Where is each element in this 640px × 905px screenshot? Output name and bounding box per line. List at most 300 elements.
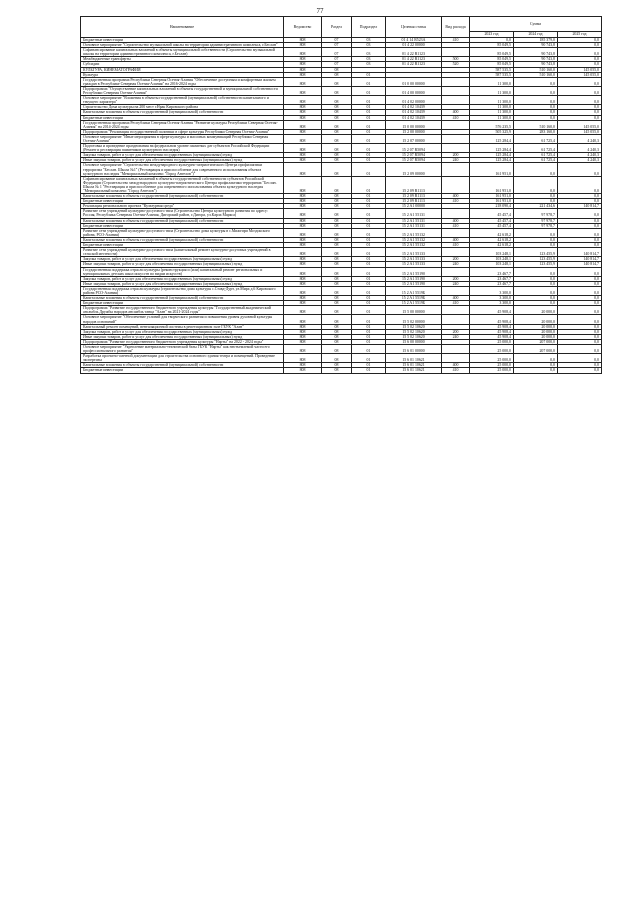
cell-razdel: 08 bbox=[322, 262, 352, 267]
cell-tselevaya-statya: 15 2 09 R1113 bbox=[386, 176, 442, 193]
cell-podrazdel: 01 bbox=[352, 176, 386, 193]
header-name: Наименование bbox=[81, 17, 284, 38]
cell-sum-2024: 0,0 bbox=[514, 301, 558, 306]
cell-sum-2024: 207 000,0 bbox=[514, 345, 558, 354]
cell-razdel: 07 bbox=[322, 38, 352, 43]
cell-razdel: 08 bbox=[322, 329, 352, 334]
cell-podrazdel: 01 bbox=[352, 248, 386, 257]
cell-razdel: 08 bbox=[322, 194, 352, 199]
cell-sum-2025: 0,0 bbox=[558, 43, 602, 48]
cell-tselevaya-statya: 15 0 00 00000 bbox=[386, 120, 442, 129]
cell-razdel: 08 bbox=[322, 228, 352, 237]
cell-sum-2024: 510 160,0 bbox=[514, 120, 558, 129]
cell-tselevaya-statya: 15 2 A1 55133 bbox=[386, 257, 442, 262]
cell-sum-2025: 145 055,0 bbox=[558, 67, 602, 72]
cell-vedomstvo: 808 bbox=[284, 301, 322, 306]
cell-vedomstvo: 808 bbox=[284, 204, 322, 209]
cell-razdel: 08 bbox=[322, 158, 352, 163]
cell-sum-2023: 11 300,0 bbox=[470, 110, 514, 115]
cell-razdel: 08 bbox=[322, 276, 352, 281]
cell-razdel: 08 bbox=[322, 315, 352, 324]
cell-podrazdel: 03 bbox=[352, 43, 386, 48]
cell-podrazdel: 01 bbox=[352, 228, 386, 237]
cell-sum-2025: 0,0 bbox=[558, 345, 602, 354]
cell-sum-2023: 42 618,2 bbox=[470, 243, 514, 248]
cell-sum-2023: 42 618,2 bbox=[470, 237, 514, 242]
cell-sum-2025: 0,0 bbox=[558, 115, 602, 120]
table-row bbox=[81, 306, 602, 315]
cell-vedomstvo: 808 bbox=[284, 110, 322, 115]
cell-tselevaya-statya: 15 6 01 00000 bbox=[386, 345, 442, 354]
cell-sum-2025: 4 240,3 bbox=[558, 158, 602, 163]
cell-sum-2024: 0,0 bbox=[514, 363, 558, 368]
cell-sum-2024: 97 978,7 bbox=[514, 218, 558, 223]
cell-name: Развитие сети учреждений культурно-досугового типа (капитальный ремонт культурно-досуговых учреждений в сельской местности) bbox=[81, 248, 284, 257]
cell-razdel: 08 bbox=[322, 296, 352, 301]
cell-vid-raskhoda bbox=[442, 120, 470, 129]
table-row bbox=[81, 228, 602, 237]
cell-tselevaya-statya: 15 5 02 00000 bbox=[386, 315, 442, 324]
cell-sum-2023: 576 235,5 bbox=[470, 120, 514, 129]
cell-razdel: 08 bbox=[322, 218, 352, 223]
cell-sum-2025: 0,0 bbox=[558, 296, 602, 301]
cell-sum-2023: 125 284,4 bbox=[470, 153, 514, 158]
cell-name: Капитальный ремонт помещений, вентиляционной системы в репетиционном зале ГБУК "Алан" bbox=[81, 324, 284, 329]
cell-vedomstvo: 808 bbox=[284, 86, 322, 95]
cell-vedomstvo: 808 bbox=[284, 67, 322, 72]
cell-podrazdel: 01 bbox=[352, 72, 386, 77]
cell-vid-raskhoda: 410 bbox=[442, 199, 470, 204]
cell-razdel: 08 bbox=[322, 72, 352, 77]
cell-podrazdel: 01 bbox=[352, 257, 386, 262]
cell-vedomstvo: 808 bbox=[284, 286, 322, 295]
cell-vid-raskhoda bbox=[442, 144, 470, 153]
cell-vedomstvo: 808 bbox=[284, 115, 322, 120]
cell-tselevaya-statya: 15 2 09 R1113 bbox=[386, 199, 442, 204]
cell-vedomstvo: 808 bbox=[284, 43, 322, 48]
cell-vedomstvo: 808 bbox=[284, 144, 322, 153]
cell-sum-2023: 11 300,0 bbox=[470, 115, 514, 120]
cell-sum-2025: 145 055,0 bbox=[558, 129, 602, 134]
cell-sum-2024: 510 160,0 bbox=[514, 67, 558, 72]
cell-vedomstvo: 808 bbox=[284, 248, 322, 257]
cell-tselevaya-statya: 15 2 A1 5519Б bbox=[386, 286, 442, 295]
cell-sum-2023: 11 300,0 bbox=[470, 105, 514, 110]
cell-vedomstvo: 808 bbox=[284, 296, 322, 301]
cell-sum-2024: 0,0 bbox=[514, 115, 558, 120]
cell-vid-raskhoda: 400 bbox=[442, 363, 470, 368]
cell-sum-2023: 125 284,4 bbox=[470, 158, 514, 163]
cell-name: Капитальные вложения в объекты государственной (муниципальной) собственности bbox=[81, 218, 284, 223]
cell-tselevaya-statya: 15 2 09 R1113 bbox=[386, 194, 442, 199]
cell-name: Закупка товаров, работ и услуг для обеспечения государственных (муниципальных) нужд bbox=[81, 329, 284, 334]
cell-name: Основное мероприятие "Укрепление материально-технической базы ГБУК "Нарты" как неотъемлемой части его профессионального развития" bbox=[81, 345, 284, 354]
cell-sum-2023: 25 000,0 bbox=[470, 339, 514, 344]
cell-vid-raskhoda: 410 bbox=[442, 115, 470, 120]
cell-vid-raskhoda bbox=[442, 267, 470, 276]
cell-podrazdel: 01 bbox=[352, 218, 386, 223]
cell-name: Развитие сети учреждений культурно-досугового типа (Строительство Центра культурного развития по адресу: Россия, Республика Северная Осетия-Алания, Дигорский район, г.Дигора, ул.Карла Маркса) bbox=[81, 209, 284, 218]
cell-vedomstvo: 808 bbox=[284, 176, 322, 193]
cell-name: Бюджетные инвестиции bbox=[81, 243, 284, 248]
cell-tselevaya-statya: 15 2 A1 55132 bbox=[386, 237, 442, 242]
cell-vedomstvo: 808 bbox=[284, 38, 322, 43]
table-row bbox=[81, 77, 602, 86]
cell-name: Закупка товаров, работ и услуг для обеспечения государственных (муниципальных) нужд bbox=[81, 257, 284, 262]
cell-sum-2025: 145 055,0 bbox=[558, 72, 602, 77]
cell-name: Софинансирование капитальных вложений в объекты государственной собственности субъектов Российской Федерации (Строительство международного культурно-патриотического Центра профилактики терроризма "Беслан. Школа № 1 "Реставрация и приспособление для современного использования объекта культурного наследия "Мемориальный комплекс "Город Ангелов") bbox=[81, 176, 284, 193]
cell-sum-2025: 0,0 bbox=[558, 306, 602, 315]
table-row bbox=[81, 86, 602, 95]
cell-name: Субсидии bbox=[81, 62, 284, 67]
cell-vedomstvo: 808 bbox=[284, 329, 322, 334]
cell-name: Бюджетные инвестиции bbox=[81, 38, 284, 43]
cell-sum-2024: 0,0 bbox=[514, 368, 558, 373]
cell-vedomstvo: 808 bbox=[284, 72, 322, 77]
cell-name: Капитальные вложения в объекты государственной (муниципальной) собственности bbox=[81, 237, 284, 242]
cell-vid-raskhoda bbox=[442, 176, 470, 193]
table-row bbox=[81, 286, 602, 295]
cell-podrazdel: 01 bbox=[352, 339, 386, 344]
cell-vid-raskhoda bbox=[442, 306, 470, 315]
cell-vedomstvo: 808 bbox=[284, 57, 322, 62]
cell-podrazdel: 01 bbox=[352, 158, 386, 163]
cell-vedomstvo: 808 bbox=[284, 243, 322, 248]
cell-razdel: 08 bbox=[322, 204, 352, 209]
cell-sum-2024: 207 000,0 bbox=[514, 339, 558, 344]
cell-vid-raskhoda: 410 bbox=[442, 368, 470, 373]
cell-sum-2023: 45 908,4 bbox=[470, 315, 514, 324]
cell-name: Основное мероприятие "Строительство музыкальной школы на территории административного комплекса, г.Беслан" bbox=[81, 43, 284, 48]
cell-vedomstvo: 808 bbox=[284, 339, 322, 344]
cell-sum-2024: 0,0 bbox=[514, 163, 558, 176]
cell-podrazdel: 01 bbox=[352, 243, 386, 248]
cell-podrazdel: 01 bbox=[352, 286, 386, 295]
cell-vedomstvo: 808 bbox=[284, 276, 322, 281]
cell-name: Подпрограмма "Развитие государственного бюджетного учреждения культуры "Государственный академический ансамбль Дружбы народов ансамбль танца "Алан" на 2021-2024 годы" bbox=[81, 306, 284, 315]
cell-name: Государственная поддержка отрасли культуры (реконструкция и (или) капитальный ремонт региональных и муниципальных детских школ искусств по видам искусств) bbox=[81, 267, 284, 276]
cell-sum-2023: 85 049,5 bbox=[470, 48, 514, 57]
cell-podrazdel: 01 bbox=[352, 204, 386, 209]
cell-vid-raskhoda: 410 bbox=[442, 223, 470, 228]
cell-vid-raskhoda: 200 bbox=[442, 276, 470, 281]
cell-podrazdel: 01 bbox=[352, 120, 386, 129]
cell-name: Разработка проектно-сметной документации для строительства основного здания театра и помещений. Проведение экспертизы bbox=[81, 354, 284, 363]
cell-tselevaya-statya: 15 6 01 10621 bbox=[386, 354, 442, 363]
cell-sum-2023: 11 300,0 bbox=[470, 86, 514, 95]
cell-tselevaya-statya: 15 2 07 00000 bbox=[386, 134, 442, 143]
cell-vid-raskhoda bbox=[442, 96, 470, 105]
cell-vedomstvo: 808 bbox=[284, 129, 322, 134]
header-year-2024: 2024 год bbox=[514, 32, 558, 38]
cell-podrazdel: 01 bbox=[352, 281, 386, 286]
cell-sum-2023: 125 284,4 bbox=[470, 144, 514, 153]
budget-table bbox=[80, 16, 602, 374]
cell-sum-2023: 45 457,4 bbox=[470, 223, 514, 228]
cell-podrazdel: 01 bbox=[352, 324, 386, 329]
cell-podrazdel: 01 bbox=[352, 134, 386, 143]
cell-tselevaya-statya: 01 4 14 R523А bbox=[386, 38, 442, 43]
cell-tselevaya-statya: 15 2 07 R5094 bbox=[386, 158, 442, 163]
cell-name: Бюджетные инвестиции bbox=[81, 301, 284, 306]
cell-sum-2023: 3 300,0 bbox=[470, 296, 514, 301]
cell-podrazdel: 01 bbox=[352, 276, 386, 281]
cell-vedomstvo: 808 bbox=[284, 223, 322, 228]
cell-podrazdel: 01 bbox=[352, 194, 386, 199]
cell-razdel: 08 bbox=[322, 163, 352, 176]
cell-sum-2025: 0,0 bbox=[558, 105, 602, 110]
cell-razdel: 08 bbox=[322, 368, 352, 373]
cell-razdel: 08 bbox=[322, 176, 352, 193]
cell-sum-2025: 0,0 bbox=[558, 218, 602, 223]
cell-sum-2023: 45 457,4 bbox=[470, 218, 514, 223]
cell-sum-2023: 103 248,1 bbox=[470, 248, 514, 257]
cell-name: Иные закупки товаров, работ и услуг для обеспечения государственных (муниципальных) нужд bbox=[81, 334, 284, 339]
cell-sum-2023: 25 000,0 bbox=[470, 354, 514, 363]
cell-sum-2023: 161 951,0 bbox=[470, 194, 514, 199]
cell-name: Строительство Дома культуры на 200 мест г.Нрак Кировского района bbox=[81, 105, 284, 110]
cell-razdel: 08 bbox=[322, 223, 352, 228]
cell-sum-2025: 0,0 bbox=[558, 286, 602, 295]
cell-vid-raskhoda: 410 bbox=[442, 243, 470, 248]
cell-podrazdel: 01 bbox=[352, 110, 386, 115]
cell-vedomstvo: 808 bbox=[284, 281, 322, 286]
cell-podrazdel: 01 bbox=[352, 354, 386, 363]
cell-sum-2024: 0,0 bbox=[514, 199, 558, 204]
cell-sum-2024: 0,0 bbox=[514, 354, 558, 363]
table-row bbox=[81, 163, 602, 176]
cell-sum-2025: 0,0 bbox=[558, 86, 602, 95]
cell-sum-2024: 0,0 bbox=[514, 243, 558, 248]
cell-razdel: 08 bbox=[322, 248, 352, 257]
cell-sum-2025: 0,0 bbox=[558, 334, 602, 339]
cell-sum-2024: 0,0 bbox=[514, 228, 558, 237]
cell-vid-raskhoda: 200 bbox=[442, 329, 470, 334]
cell-vedomstvo: 808 bbox=[284, 354, 322, 363]
cell-vid-raskhoda: 240 bbox=[442, 334, 470, 339]
cell-sum-2023: 3 300,0 bbox=[470, 286, 514, 295]
cell-name: Бюджетные инвестиции bbox=[81, 199, 284, 204]
cell-sum-2024: 20 000,0 bbox=[514, 306, 558, 315]
cell-sum-2023: 23 467,7 bbox=[470, 281, 514, 286]
header-summa: Сумма bbox=[470, 17, 602, 32]
cell-tselevaya-statya: 01 4 22 R1123 bbox=[386, 48, 442, 57]
cell-sum-2023: 85 049,5 bbox=[470, 43, 514, 48]
cell-podrazdel: 03 bbox=[352, 38, 386, 43]
cell-tselevaya-statya: 01 4 22 R1123 bbox=[386, 57, 442, 62]
cell-tselevaya-statya: 01 4 02 00000 bbox=[386, 96, 442, 105]
cell-sum-2024: 185 379,0 bbox=[514, 38, 558, 43]
cell-sum-2024: 61 725,4 bbox=[514, 153, 558, 158]
cell-vid-raskhoda bbox=[442, 354, 470, 363]
cell-sum-2024: 90 743,8 bbox=[514, 48, 558, 57]
cell-vedomstvo: 808 bbox=[284, 105, 322, 110]
cell-vedomstvo: 808 bbox=[284, 120, 322, 129]
cell-name: Капитальные вложения в объекты государственной (муниципальной) собственности bbox=[81, 110, 284, 115]
cell-name: Закупка товаров, работ и услуг для обеспечения государственных (муниципальных) нужд bbox=[81, 153, 284, 158]
cell-razdel: 08 bbox=[322, 209, 352, 218]
cell-vedomstvo: 808 bbox=[284, 194, 322, 199]
cell-sum-2024: 61 725,4 bbox=[514, 134, 558, 143]
cell-razdel: 08 bbox=[322, 115, 352, 120]
cell-sum-2024: 510 160,0 bbox=[514, 72, 558, 77]
cell-vid-raskhoda: 500 bbox=[442, 57, 470, 62]
cell-name: Иные закупки товаров, работ и услуг для обеспечения государственных (муниципальных) нужд bbox=[81, 262, 284, 267]
cell-vid-raskhoda: 400 bbox=[442, 237, 470, 242]
cell-sum-2025: 0,0 bbox=[558, 324, 602, 329]
cell-razdel: 08 bbox=[322, 77, 352, 86]
cell-podrazdel: 01 bbox=[352, 199, 386, 204]
cell-vid-raskhoda bbox=[442, 209, 470, 218]
cell-tselevaya-statya: 15 2 A1 55133 bbox=[386, 248, 442, 257]
cell-vedomstvo: 808 bbox=[284, 262, 322, 267]
cell-name: Иные закупки товаров, работ и услуг для обеспечения государственных (муниципальных) нужд bbox=[81, 158, 284, 163]
cell-tselevaya-statya: 15 6 01 10621 bbox=[386, 368, 442, 373]
cell-sum-2025: 0,0 bbox=[558, 368, 602, 373]
cell-name: Государственная программа Республики Северная Осетия-Алания "Развитие культуры Республики Северная Осетия-Алания" на 2014-2024 годы bbox=[81, 120, 284, 129]
cell-sum-2025: 0,0 bbox=[558, 57, 602, 62]
cell-vid-raskhoda bbox=[442, 228, 470, 237]
cell-tselevaya-statya: 15 2 07 R5094 bbox=[386, 144, 442, 153]
cell-razdel: 08 bbox=[322, 67, 352, 72]
cell-tselevaya-statya: 01 0 00 00000 bbox=[386, 77, 442, 86]
cell-vedomstvo: 808 bbox=[284, 228, 322, 237]
cell-tselevaya-statya: 15 2 09 00000 bbox=[386, 163, 442, 176]
cell-sum-2023: 11 300,0 bbox=[470, 77, 514, 86]
header-year-2025: 2025 год bbox=[558, 32, 602, 38]
cell-podrazdel: 03 bbox=[352, 62, 386, 67]
cell-razdel: 08 bbox=[322, 306, 352, 315]
cell-vedomstvo: 808 bbox=[284, 315, 322, 324]
cell-name: Основное мероприятие "Обеспечение условий для творческого развития и повышения уровня духовной культуры народов оснований" bbox=[81, 315, 284, 324]
cell-name: Капитальные вложения в объекты государственной (муниципальной) собственности bbox=[81, 363, 284, 368]
cell-name: Реализация регионального проекта "Культурная среда" bbox=[81, 204, 284, 209]
cell-tselevaya-statya: 15 2 A1 55132 bbox=[386, 243, 442, 248]
cell-podrazdel: 03 bbox=[352, 57, 386, 62]
table-body bbox=[81, 38, 602, 374]
cell-name: Капитальные вложения в объекты государственной (муниципальной) собственности bbox=[81, 296, 284, 301]
cell-sum-2023: 103 248,1 bbox=[470, 262, 514, 267]
cell-sum-2024: 0,0 bbox=[514, 96, 558, 105]
cell-name: Подпрограмма "Осуществление капитальных вложений в объекты государственной и муниципальной собственности Республики Северная Осетия-Алания" bbox=[81, 86, 284, 95]
table-row bbox=[81, 134, 602, 143]
cell-sum-2025: 145 055,0 bbox=[558, 120, 602, 129]
cell-podrazdel: 01 bbox=[352, 301, 386, 306]
cell-sum-2024: 20 000,0 bbox=[514, 334, 558, 339]
cell-sum-2024: 123 455,9 bbox=[514, 248, 558, 257]
cell-razdel: 07 bbox=[322, 62, 352, 67]
cell-sum-2025: 0,0 bbox=[558, 199, 602, 204]
cell-sum-2023: 125 284,4 bbox=[470, 134, 514, 143]
cell-sum-2025: 0,0 bbox=[558, 315, 602, 324]
cell-tselevaya-statya: 15 2 A1 55190 bbox=[386, 267, 442, 276]
cell-tselevaya-statya: 01 4 02 10439 bbox=[386, 115, 442, 120]
cell-razdel: 08 bbox=[322, 324, 352, 329]
cell-podrazdel: 01 bbox=[352, 144, 386, 153]
cell-sum-2025: 0,0 bbox=[558, 48, 602, 57]
cell-sum-2023: 103 248,1 bbox=[470, 257, 514, 262]
cell-sum-2025: 140 814,7 bbox=[558, 248, 602, 257]
cell-name: Межбюджетные трансферты bbox=[81, 57, 284, 62]
cell-sum-2024: 20 000,0 bbox=[514, 324, 558, 329]
cell-sum-2024: 20 000,0 bbox=[514, 329, 558, 334]
cell-sum-2023: 161 951,0 bbox=[470, 199, 514, 204]
cell-razdel: 08 bbox=[322, 110, 352, 115]
table-row bbox=[81, 209, 602, 218]
cell-tselevaya-statya: 01 4 22 00000 bbox=[386, 43, 442, 48]
header-vid-raskhoda: Вид расхода bbox=[442, 17, 470, 38]
cell-razdel: 08 bbox=[322, 354, 352, 363]
cell-vedomstvo: 808 bbox=[284, 158, 322, 163]
cell-name: Развитие сети учреждений культурно-досугового типа (Строительство дома культуры в с.Мижгири Моздокского района, РСО-Алания) bbox=[81, 228, 284, 237]
cell-sum-2024: 61 725,4 bbox=[514, 144, 558, 153]
cell-vid-raskhoda bbox=[442, 163, 470, 176]
cell-sum-2024: 221 434,6 bbox=[514, 204, 558, 209]
cell-tselevaya-statya: 15 5 02 10620 bbox=[386, 334, 442, 339]
cell-sum-2023: 505 325,9 bbox=[470, 129, 514, 134]
cell-sum-2023: 218 090,4 bbox=[470, 204, 514, 209]
cell-vid-raskhoda: 400 bbox=[442, 218, 470, 223]
cell-tselevaya-statya: 15 2 A1 55131 bbox=[386, 209, 442, 218]
cell-vid-raskhoda: 400 bbox=[442, 296, 470, 301]
cell-razdel: 08 bbox=[322, 363, 352, 368]
cell-sum-2023: 11 300,0 bbox=[470, 96, 514, 105]
cell-sum-2024: 0,0 bbox=[514, 77, 558, 86]
cell-sum-2023: 0,0 bbox=[470, 38, 514, 43]
cell-sum-2024: 20 000,0 bbox=[514, 315, 558, 324]
cell-vid-raskhoda bbox=[442, 315, 470, 324]
cell-podrazdel: 01 bbox=[352, 163, 386, 176]
cell-podrazdel: 01 bbox=[352, 115, 386, 120]
header-year-2023: 2023 год bbox=[470, 32, 514, 38]
cell-sum-2024: 0,0 bbox=[514, 281, 558, 286]
cell-podrazdel: 01 bbox=[352, 86, 386, 95]
cell-sum-2025: 0,0 bbox=[558, 276, 602, 281]
cell-podrazdel: 01 bbox=[352, 345, 386, 354]
cell-razdel: 08 bbox=[322, 120, 352, 129]
cell-sum-2023: 42 618,2 bbox=[470, 228, 514, 237]
cell-sum-2025: 0,0 bbox=[558, 163, 602, 176]
cell-razdel: 08 bbox=[322, 301, 352, 306]
cell-vedomstvo: 808 bbox=[284, 48, 322, 57]
cell-razdel: 07 bbox=[322, 57, 352, 62]
cell-podrazdel: 01 bbox=[352, 329, 386, 334]
cell-podrazdel: 01 bbox=[352, 223, 386, 228]
cell-sum-2024: 61 725,4 bbox=[514, 158, 558, 163]
cell-tselevaya-statya: 15 2 07 R5094 bbox=[386, 153, 442, 158]
cell-sum-2025: 140 814,7 bbox=[558, 257, 602, 262]
cell-sum-2025: 0,0 bbox=[558, 237, 602, 242]
cell-sum-2025: 0,0 bbox=[558, 329, 602, 334]
table-row bbox=[81, 368, 602, 373]
cell-sum-2024: 97 978,7 bbox=[514, 209, 558, 218]
cell-razdel: 08 bbox=[322, 237, 352, 242]
cell-razdel: 08 bbox=[322, 105, 352, 110]
cell-razdel: 08 bbox=[322, 334, 352, 339]
cell-sum-2024: 97 978,7 bbox=[514, 223, 558, 228]
cell-name: Культура bbox=[81, 72, 284, 77]
cell-sum-2023: 25 000,0 bbox=[470, 368, 514, 373]
table-row bbox=[81, 120, 602, 129]
cell-sum-2024: 123 455,9 bbox=[514, 262, 558, 267]
cell-podrazdel: 01 bbox=[352, 306, 386, 315]
cell-sum-2025: 140 814,7 bbox=[558, 262, 602, 267]
cell-tselevaya-statya: 15 2 A1 55132 bbox=[386, 228, 442, 237]
cell-vedomstvo: 808 bbox=[284, 153, 322, 158]
cell-razdel: 08 bbox=[322, 243, 352, 248]
table-row bbox=[81, 144, 602, 153]
cell-vedomstvo: 808 bbox=[284, 345, 322, 354]
